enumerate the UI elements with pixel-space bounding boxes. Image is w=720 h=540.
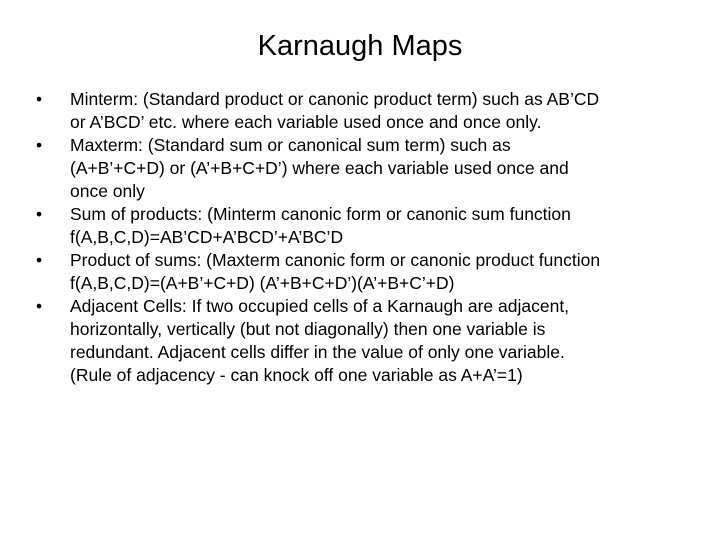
bullet-text-line: (Rule of adjacency - can knock off one variable as A+A’=1)	[70, 365, 523, 385]
bullet-text-line: Minterm: (Standard product or canonic product term) such as AB’CD	[70, 89, 600, 109]
bullet-text-line: or A’BCD’ etc. where each variable used once and once only.	[70, 112, 542, 132]
bullet-text-line: once only	[70, 181, 145, 201]
bullet-text-line: f(A,B,C,D)=AB’CD+A’BCD’+A’BC’D	[70, 227, 344, 247]
bullet-item-product-of-sums	[36, 249, 696, 295]
bullet-item-adjacent-cells	[36, 295, 696, 387]
bullet-text-line: Maxterm: (Standard sum or canonical sum term) such as	[70, 135, 511, 155]
bullet-text-line: Adjacent Cells: If two occupied cells of a Karnaugh are adjacent,	[70, 296, 570, 316]
slide-title: Karnaugh Maps	[257, 30, 463, 62]
bullet-item-maxterm	[36, 134, 696, 203]
bullet-text-line: f(A,B,C,D)=(A+B’+C+D) (A’+B+C+D’)(A’+B+C’+D)	[70, 273, 455, 293]
bullet-text-line: Product of sums: (Maxterm canonic form or canonic product function	[70, 250, 601, 270]
bullet-marker: •	[36, 89, 43, 109]
bullet-text-line: Sum of products: (Minterm canonic form or canonic sum function	[70, 204, 571, 224]
bullet-marker: •	[36, 204, 43, 224]
bullet-text-line: horizontally, vertically (but not diagonally) then one variable is	[70, 319, 546, 339]
bullet-list	[36, 88, 696, 387]
bullet-item-minterm	[36, 88, 696, 134]
bullet-text-line: (A+B’+C+D) or (A’+B+C+D’) where each variable used once and	[70, 158, 569, 178]
bullet-item-sum-of-products	[36, 203, 696, 249]
bullet-marker: •	[36, 296, 43, 316]
bullet-marker: •	[36, 135, 43, 155]
bullet-text-line: redundant. Adjacent cells differ in the value of only one variable.	[70, 342, 565, 362]
bullet-marker: •	[36, 250, 43, 270]
